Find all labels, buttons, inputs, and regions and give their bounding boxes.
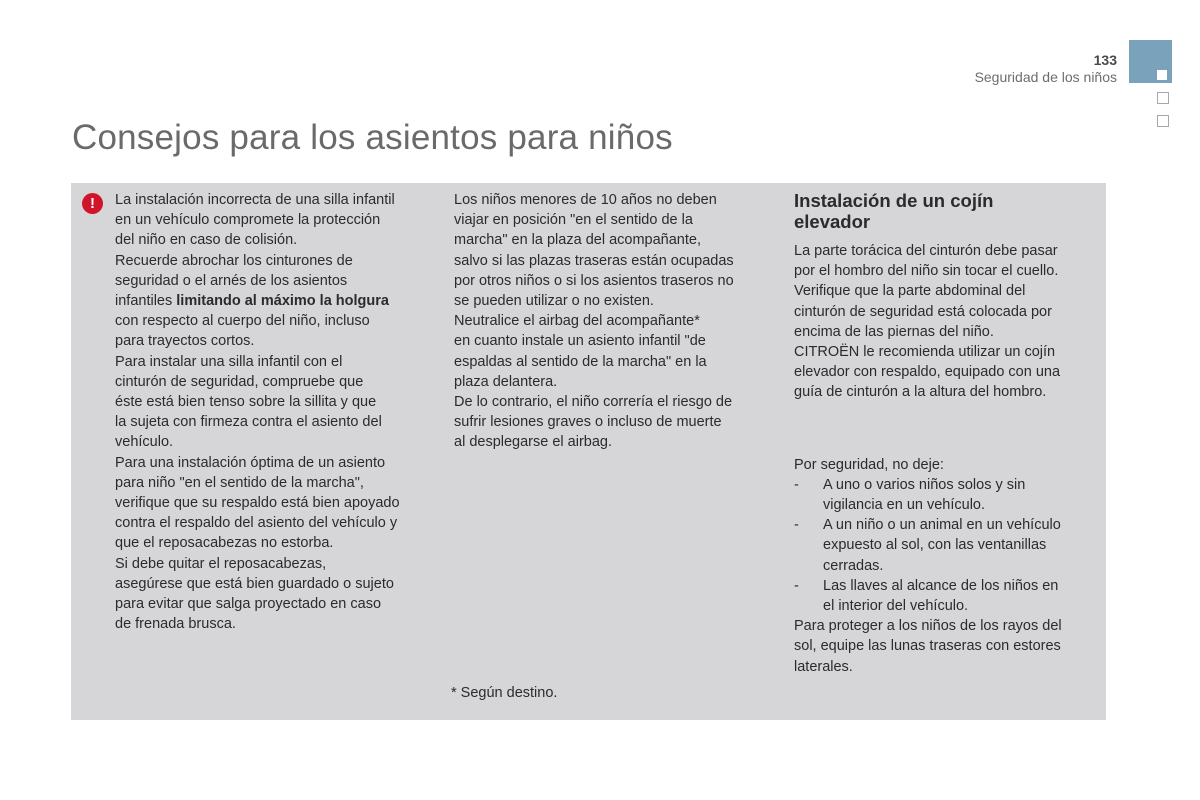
booster-heading-line: elevador (794, 211, 871, 232)
col1-line: para evitar que salga proyectado en caso (115, 596, 382, 613)
list-item (794, 515, 1089, 576)
col1-line: seguridad o el arnés de los asientos (115, 272, 348, 289)
col1-line-mixed (115, 291, 425, 311)
col3-line: guía de cinturón a la altura del hombro. (794, 384, 1047, 401)
page-number: 133 (1093, 52, 1117, 68)
col2-line: se pueden utilizar o no existen. (454, 293, 654, 310)
page-header (975, 52, 1117, 86)
col2-line: por otros niños o si los asientos traseros no (454, 272, 734, 289)
col1-line: asegúrese que está bien guardado o sujeto (115, 575, 394, 592)
col2-line: sufrir lesiones graves o incluso de muerte (454, 414, 722, 431)
col1-emphasis: limitando al máximo la holgura (176, 293, 389, 310)
safety-intro: Por seguridad, no deje: (794, 456, 944, 473)
section-box-2 (1157, 115, 1169, 127)
list-item-line: Las llaves al alcance de los niños en (823, 577, 1059, 594)
col1-line-prefix: infantiles (115, 293, 177, 310)
col2-line: De lo contrario, el niño correría el riesgo de (454, 394, 733, 411)
col1-line: Si debe quitar el reposacabezas, (115, 555, 327, 572)
col1-line: en un vehículo compromete la protección (115, 212, 381, 229)
warning-column (115, 190, 425, 634)
exclamation-warning-icon: ! (82, 193, 103, 214)
list-item-line: expuesto al sol, con las ventanillas (823, 537, 1047, 554)
dash-bullet: - (794, 476, 799, 493)
col1-line: éste está bien tenso sobre la sillita y que (115, 394, 377, 411)
col1-line: verifique que su respaldo está bien apoyado (115, 495, 400, 512)
booster-heading-line: Instalación de un cojín (794, 190, 994, 211)
col3-line: cinturón de seguridad está colocada por (794, 303, 1052, 320)
dash-bullet: - (794, 517, 799, 534)
col2-line: en cuanto instale un asiento infantil "de (454, 333, 706, 350)
col3-line: por el hombro del niño sin tocar el cuello. (794, 263, 1059, 280)
section-name: Seguridad de los niños (974, 69, 1117, 85)
booster-heading (794, 190, 1089, 232)
col3-line: La parte torácica del cinturón debe pasar (794, 243, 1058, 259)
col2-line: Neutralice el airbag del acompañante* (454, 313, 700, 330)
col1-line: la sujeta con firmeza contra el asiento del (115, 414, 382, 431)
list-item-line: vigilancia en un vehículo. (823, 497, 986, 514)
col3-line: sol, equipe las lunas traseras con estores (794, 638, 1061, 655)
col1-line: para trayectos cortos. (115, 333, 255, 350)
col1-line: Para instalar una silla infantil con el (115, 353, 343, 370)
col3-line: encima de las piernas del niño. (794, 323, 994, 340)
col3-line: laterales. (794, 658, 853, 675)
col1-line: con respecto al cuerpo del niño, incluso (115, 313, 370, 330)
col1-line: cinturón de seguridad, compruebe que (115, 373, 364, 390)
list-item-line: cerradas. (823, 557, 884, 574)
col1-line: para niño "en el sentido de la marcha", (115, 474, 364, 491)
col2-line: al desplegarse el airbag. (454, 434, 612, 451)
paragraph-gap (794, 403, 1089, 455)
booster-column (794, 190, 1089, 677)
col3-line: elevador con respaldo, equipado con una (794, 364, 1061, 381)
col1-line: Para una instalación óptima de un asiento (115, 454, 386, 471)
list-item-line: el interior del vehículo. (823, 598, 969, 615)
col3-line: Verifique que la parte abdominal del (794, 283, 1026, 300)
list-item-line: A uno o varios niños solos y sin (823, 476, 1026, 493)
col1-line: que el reposacabezas no estorba. (115, 535, 334, 552)
col3-line: Para proteger a los niños de los rayos del (794, 618, 1062, 635)
col2-line: viajar en posición "en el sentido de la (454, 212, 693, 229)
col1-line: del niño en caso de colisión. (115, 232, 298, 249)
col2-line: espaldas al sentido de la marcha" en la (454, 353, 707, 370)
col1-line: Recuerde abrochar los cinturones de (115, 252, 353, 269)
col1-line: La instalación incorrecta de una silla infantil (115, 192, 395, 208)
list-item (794, 475, 1089, 515)
col1-line: de frenada brusca. (115, 616, 236, 633)
airbag-column (454, 190, 764, 453)
col3-line: CITROËN le recomienda utilizar un cojín (794, 344, 1056, 361)
col2-line: plaza delantera. (454, 373, 558, 390)
footnote: * Según destino. (451, 685, 558, 701)
col1-line: vehículo. (115, 434, 174, 451)
section-tab-marker (1157, 70, 1167, 80)
col2-line: marcha" en la plaza del acompañante, (454, 232, 701, 249)
list-item-line: A un niño o un animal en un vehículo (823, 517, 1061, 534)
page-title: Consejos para los asientos para niños (72, 118, 673, 157)
list-item (794, 576, 1089, 616)
col2-line: salvo si las plazas traseras están ocupadas (454, 252, 734, 269)
safety-list (794, 475, 1089, 616)
section-box-1 (1157, 92, 1169, 104)
dash-bullet: - (794, 577, 799, 594)
col1-line: contra el respaldo del asiento del vehículo y (115, 515, 398, 532)
col2-line: Los niños menores de 10 años no deben (454, 192, 717, 208)
section-tab (1129, 40, 1172, 83)
